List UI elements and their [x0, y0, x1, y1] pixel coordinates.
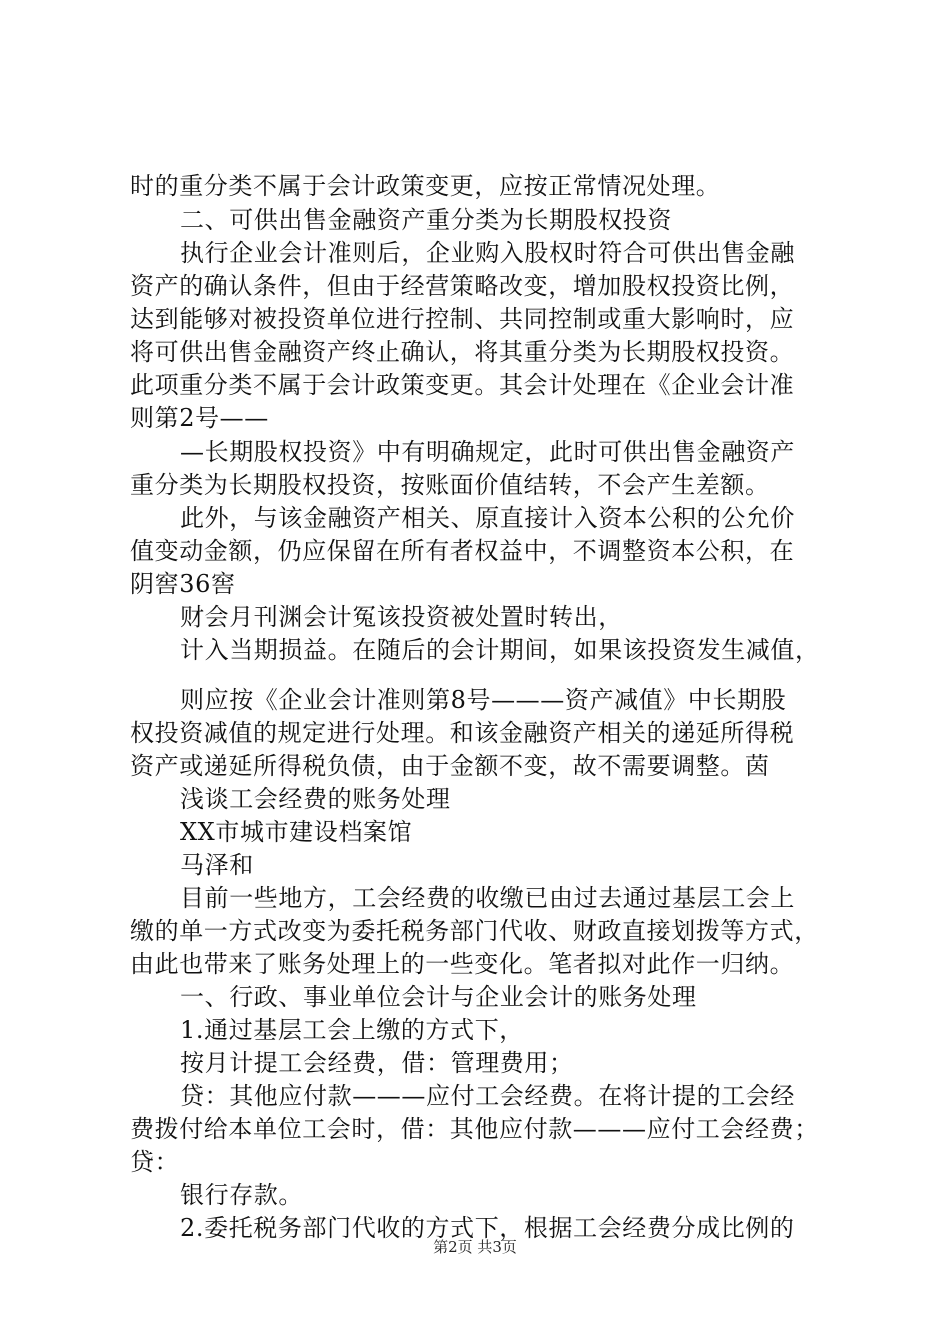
text-line: 银行存款。: [180, 1181, 303, 1209]
text-line: 资产的确认条件，但由于经营策略改变，增加股权投资比例，: [130, 272, 795, 300]
text-line: 缴的单一方式改变为委托税务部门代收、财政直接划拨等方式，: [130, 917, 819, 945]
article-author: 马泽和: [180, 851, 254, 879]
text-line: 则应按《企业会计准则第8号———资产减值》中长期股: [180, 686, 787, 714]
text-line: 达到能够对被投资单位进行控制、共同控制或重大影响时，应: [130, 305, 795, 333]
section-heading: 一、行政、事业单位会计与企业会计的账务处理: [180, 983, 697, 1011]
text-line: 此外，与该金融资产相关、原直接计入资本公积的公允价: [180, 504, 795, 532]
text-line: 值变动金额，仍应保留在所有者权益中，不调整资本公积，在: [130, 537, 795, 565]
text-line: 资产或递延所得税负债，由于金额不变，故不需要调整。茵: [130, 752, 770, 780]
text-line: 2.委托税务部门代收的方式下，根据工会经费分成比例的: [180, 1214, 795, 1242]
text-line: 1.通过基层工会上缴的方式下，: [180, 1016, 524, 1044]
text-line: 时的重分类不属于会计政策变更，应按正常情况处理。: [130, 172, 721, 200]
text-line: 由此也带来了账务处理上的一些变化。笔者拟对此作一归纳。: [130, 950, 795, 978]
text-line: 计入当期损益。在随后的会计期间，如果该投资发生减值，: [180, 636, 820, 664]
text-line: 贷：其他应付款———应付工会经费。在将计提的工会经: [180, 1082, 795, 1110]
text-line: 目前一些地方，工会经费的收缴已由过去通过基层工会上: [180, 884, 795, 912]
text-line: 按月计提工会经费，借：管理费用；: [180, 1049, 574, 1077]
text-line: 此项重分类不属于会计政策变更。其会计处理在《企业会计准: [130, 371, 795, 399]
text-line: 财会月刊渊会计冤该投资被处置时转出，: [180, 603, 623, 631]
article-title: 浅谈工会经费的账务处理: [180, 785, 451, 813]
text-line: 贷：: [130, 1148, 180, 1176]
text-line: 将可供出售金融资产终止确认，将其重分类为长期股权投资。: [130, 338, 795, 366]
text-line: 权投资减值的规定进行处理。和该金融资产相关的递延所得税: [130, 719, 795, 747]
section-heading: 二、可供出售金融资产重分类为长期股权投资: [180, 206, 672, 234]
text-line: 费拨付给本单位工会时，借：其他应付款———应付工会经费；: [130, 1115, 819, 1143]
article-affiliation: XX市城市建设档案馆: [180, 818, 413, 846]
text-line: 重分类为长期股权投资，按账面价值结转，不会产生差额。: [130, 471, 770, 499]
text-line: 执行企业会计准则后，企业购入股权时符合可供出售金融: [180, 239, 795, 267]
text-line: 则第2号——: [130, 404, 269, 432]
text-line: —长期股权投资》中有明确规定，此时可供出售金融资产: [180, 438, 795, 466]
page-footer: 第2页 共3页: [433, 1238, 517, 1256]
text-line: 阴窖36窖: [130, 570, 236, 598]
